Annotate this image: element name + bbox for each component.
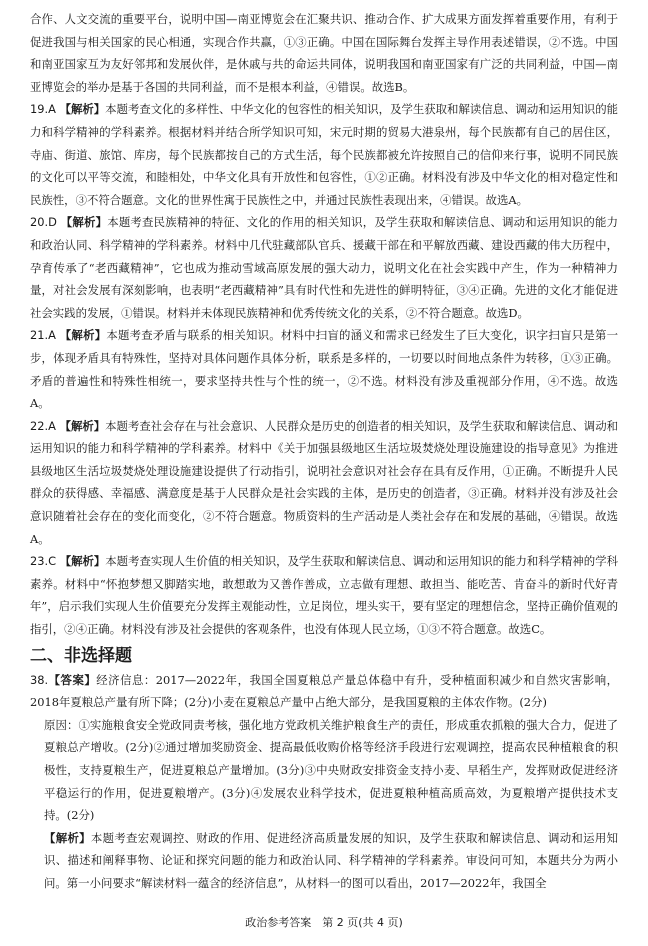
- item-22: [30, 415, 618, 551]
- item-text: 本题考查文化的多样性、中华文化的包容性的相关知识，及学生获取和解读信息、调动和运用知识的能力和科学精神的学科素养。根据材料并结合所学知识可知，宋元时期的贸易大港泉州，每个民族都有自己的居住区，寺庙、街道、旅馆、库房，每个民族都按自己的方式生活，每个民族都被允许按照自己的信仰来行事，说明不同民族的文化可以平等交流，和睦相处，中华文化具有开放性和包容性，①②正确。材料没有涉及中华文化的相对稳定性和民族性，③不符合题意。文化的世界性寓于民族性之中，并通过民族性表现出来，④错误。故选A。: [30, 102, 618, 207]
- item-23: [30, 550, 618, 640]
- item-19: [30, 98, 618, 211]
- analysis-tag: 【解析】: [59, 554, 106, 569]
- analysis-tag: 【解析】: [59, 418, 106, 433]
- item-38-analysis: [30, 827, 618, 895]
- item-number: 22.A: [30, 418, 56, 433]
- item-text: 本题考查民族精神的特征、文化的作用的相关知识，及学生获取和解读信息、调动和运用知识的能力和政治认同、科学精神的学科素养。材料中几代驻藏部队官兵、援藏干部在和平解放西藏、建设西藏的伟大历程中，孕育传承了“老西藏精神”，它也成为推动雪域高原发展的强大动力，说明文化在社会实践中产生，作为一种精神力量，对社会发展有深刻影响，也表明“老西藏精神”具有时代性和先进性的鲜明特征，③④正确。先进的文化才能促进社会实践的发展，①错误。材料并未体现民族精神和优秀传统文化的关系，②不符合题意。故选D。: [30, 215, 618, 320]
- section-title: 二、非选择题: [30, 645, 132, 666]
- item-number: 21.A: [30, 328, 56, 343]
- analysis-tag: 【解析】: [59, 328, 107, 343]
- item-38-answer: [30, 669, 618, 714]
- analysis-tag: 【解析】: [44, 830, 91, 845]
- answer-part-2: 原因：①实施粮食安全党政同责考核，强化地方党政机关维护粮食生产的责任，形成重农抓粮的强大合力，促进了夏粮总产增收。(2分)②通过增加奖励资金、提高最低收购价格等经济手段进行宏观调控，提高农民种植粮食的积极性，支持夏粮生产，促进夏粮总产量增加。(3分)③中央财政安排资金支持小麦、早稻生产，发挥财政促进经济平稳运行的作用，促进夏粮增产。(3分)④发展农业科学技术，促进夏粮种植高质高效，为夏粮增产提供技术支持。(2分): [44, 717, 618, 823]
- item-20: [30, 211, 618, 324]
- item-text: 本题考查社会存在与社会意识、人民群众是历史的创造者的相关知识，及学生获取和解读信息、调动和运用知识的能力和科学精神的学科素养。材料中《关于加强县级地区生活垃圾焚烧处理设施建设的指导意见》为推进县级地区生活垃圾焚烧处理设施建设提供了行动指引，说明社会意识对社会存在具有反作用，①正确。不断提升人民群众的获得感、幸福感、满意度是基于人民群众是社会实践的主体，是历史的创造者，③正确。材料并没有涉及社会意识随着社会存在的变化而变化，②不符合题意。物质资料的生产活动是人类社会存在和发展的基础，④错误。故选A。: [30, 418, 618, 546]
- intro-paragraph: 合作、人文交流的重要平台，说明中国—南亚博览会在汇聚共识、推动合作、扩大成果方面发挥着重要作用，有利于促进我国与相关国家的民心相通，实现合作共赢，①③正确。中国在国际舞台发挥主导作用表述错误，②不选。中国和南亚国家互为友好邻邦和发展伙伴，是休戚与共的命运共同体，说明我国和南亚国家有广泛的共同利益，中国—南亚博览会的举办是基于各国的共同利益，而不是根本利益，④错误。故选B。: [30, 12, 618, 94]
- analysis-tag: 【解析】: [59, 102, 106, 117]
- item-number: 19.A: [30, 102, 56, 117]
- item-text: 本题考查矛盾与联系的相关知识。材料中扫盲的涵义和需求已经发生了巨大变化，识字扫盲只是第一步，体现矛盾具有特殊性，坚持对具体问题作具体分析，联系是多样的，一切要以时间地点条件为转移，①③正确。矛盾的普遍性和特殊性相统一，要求坚持共性与个性的统一，②不选。材料没有涉及重视部分作用，④不选。故选A。: [30, 328, 618, 411]
- item-38-reasons: [30, 714, 618, 827]
- item-number: 23.C: [30, 554, 57, 569]
- answer-tag: 【答案】: [48, 672, 97, 687]
- analysis-tag: 【解析】: [60, 215, 108, 230]
- item-21: [30, 324, 618, 414]
- item-number: 38.: [30, 672, 49, 687]
- answer-part-1: 经济信息：2017—2022年，我国全国夏粮总产量总体稳中有升，受种植面积减少和自然灾害影响，2018年夏粮总产量有所下降；(2分)小麦在夏粮总产量中占绝大部分，是我国夏粮的主体农作物。(2分): [30, 672, 618, 710]
- page-footer: 政治参考答案 第 2 页(共 4 页): [245, 916, 403, 929]
- analysis-text: 本题考查宏观调控、财政的作用、促进经济高质量发展的知识，及学生获取和解读信息、调动和运用知识、描述和阐释事物、论证和探究问题的能力和政治认同、科学精神的学科素养。审设问可知，本题共分为两小问。第一小问要求“解读材料一蕴含的经济信息”，从材料一的图可以看出，2017—2022年，我国全: [44, 830, 618, 890]
- item-number: 20.D: [30, 215, 57, 230]
- item-text: 本题考查实现人生价值的相关知识，及学生获取和解读信息、调动和运用知识的能力和科学精神的学科素养。材料中“怀抱梦想又脚踏实地，敢想敢为又善作善成，立志做有理想、敢担当、能吃苦、肯奋斗的新时代好青年”，启示我们实现人生价值要充分发挥主观能动性，立足岗位，埋头实干，要有坚定的理想信念，坚持正确价值观的指引，②④正确。材料没有涉及社会提供的客观条件，也没有体现人民立场，①③不符合题意。故选C。: [30, 554, 618, 637]
